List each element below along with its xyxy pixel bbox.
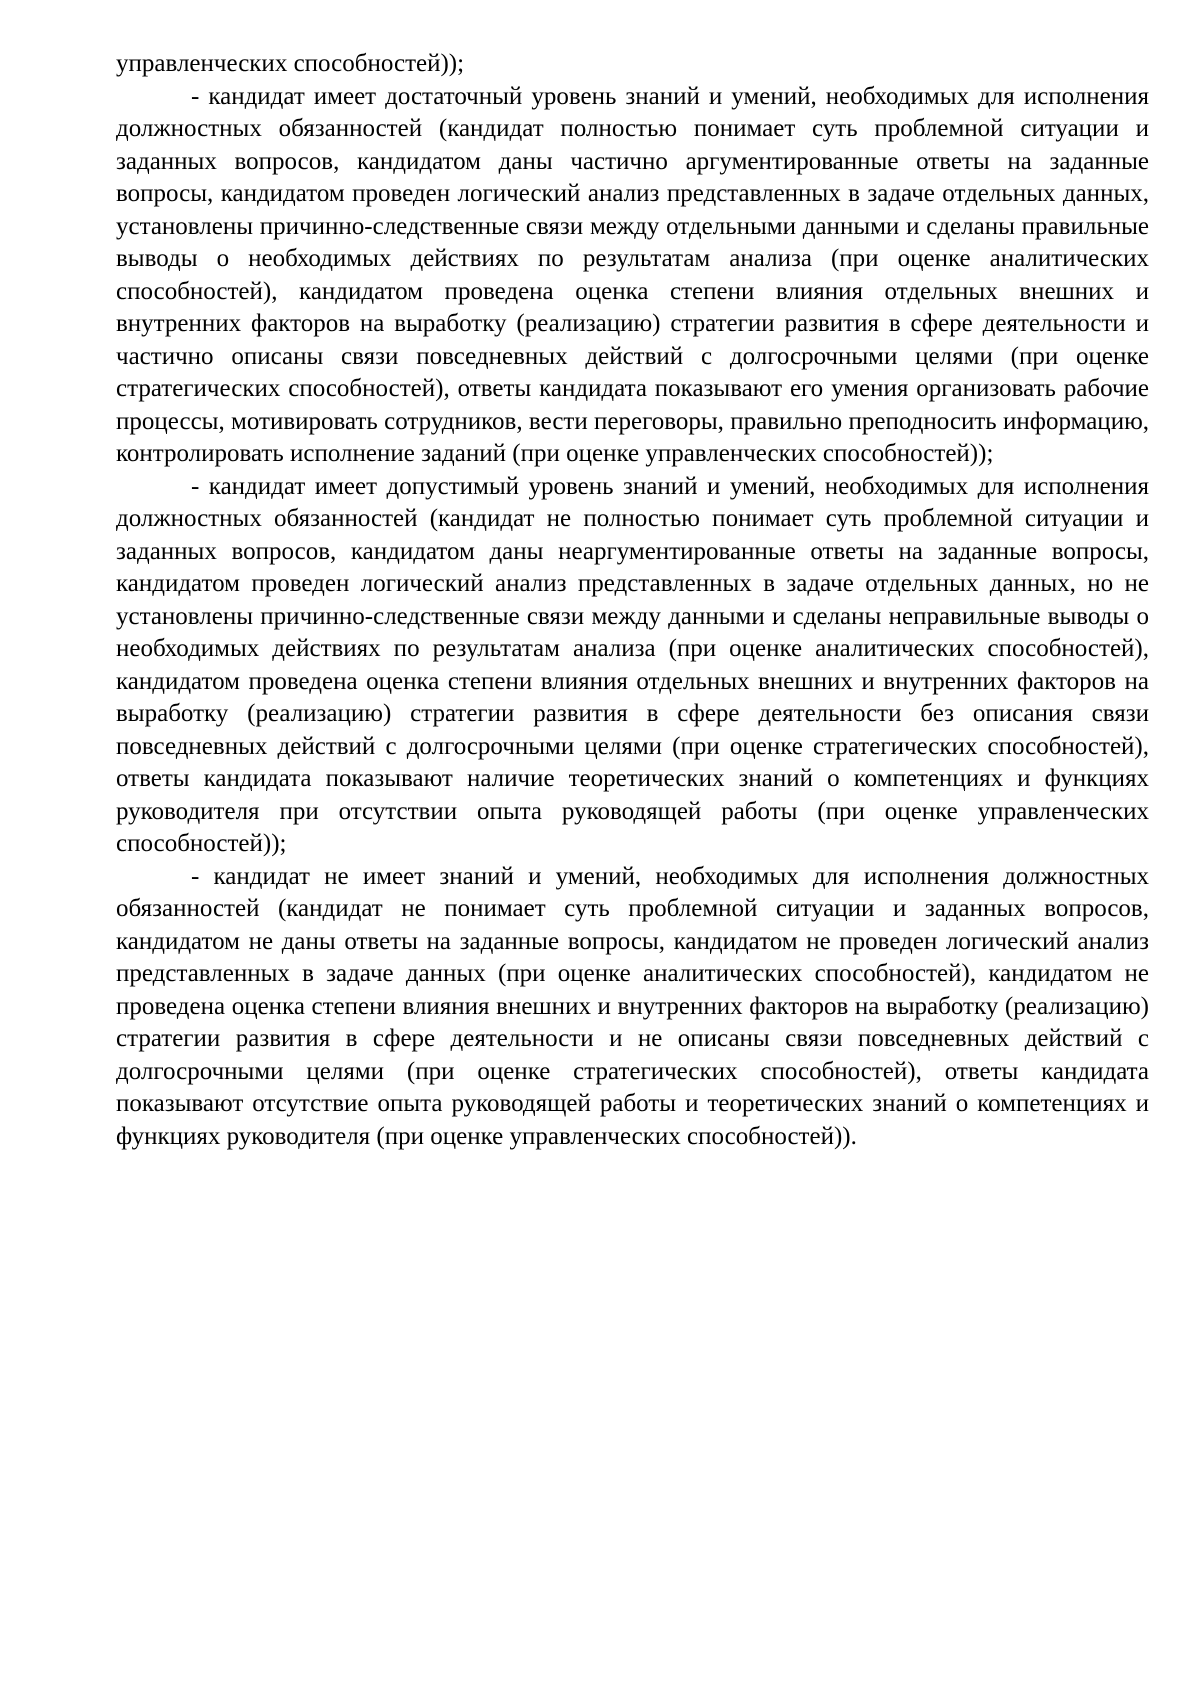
- document-body: [116, 48, 1149, 1153]
- criterion-acceptable-level: - кандидат имеет допустимый уровень знаний и умений, необходимых для исполнения должностных обязанностей (кандидат не полностью понимает суть проблемной ситуации и заданных вопросов, кандидатом даны неаргументированные ответы на заданные вопросы, кандидатом проведен логический анализ представленных в задаче отдельных данных, но не установлены причинно-следственные связи между данными и сделаны неправильные выводы о необходимых действиях по результатам анализа (при оценке аналитических способностей), кандидатом проведена оценка степени влияния отдельных внешних и внутренних факторов на выработку (реализацию) стратегии развития в сфере деятельности без описания связи повседневных действий с долгосрочными целями (при оценке стратегических способностей), ответы кандидата показывают наличие теоретических знаний о компетенциях и функциях руководителя при отсутствии опыта руководящей работы (при оценке управленческих способностей));: [116, 472, 1149, 857]
- continued-paragraph-tail: управленческих способностей));: [116, 50, 465, 77]
- criterion-no-knowledge: - кандидат не имеет знаний и умений, необходимых для исполнения должностных обязанностей (кандидат не понимает суть проблемной ситуации и заданных вопросов, кандидатом не даны ответы на заданные вопросы, кандидатом не проведен логический анализ представленных в задаче данных (при оценке аналитических способностей), кандидатом не проведена оценка степени влияния внешних и внутренних факторов на выработку (реализацию) стратегии развития в сфере деятельности и не описаны связи повседневных действий с долгосрочными целями (при оценке стратегических способностей), ответы кандидата показывают отсутствие опыта руководящей работы и теоретических знаний о компетенциях и функциях руководителя (при оценке управленческих способностей)).: [116, 862, 1149, 1150]
- criterion-sufficient-level: - кандидат имеет достаточный уровень знаний и умений, необходимых для исполнения должностных обязанностей (кандидат полностью понимает суть проблемной ситуации и заданных вопросов, кандидатом даны частично аргументированные ответы на заданные вопросы, кандидатом проведен логический анализ представленных в задаче отдельных данных, установлены причинно-следственные связи между отдельными данными и сделаны правильные выводы о необходимых действиях по результатам анализа (при оценке аналитических способностей), кандидатом проведена оценка степени влияния отдельных внешних и внутренних факторов на выработку (реализацию) стратегии развития в сфере деятельности и частично описаны связи повседневных действий с долгосрочными целями (при оценке стратегических способностей), ответы кандидата показывают его умения организовать рабочие процессы, мотивировать сотрудников, вести переговоры, правильно преподносить информацию, контролировать исполнение заданий (при оценке управленческих способностей));: [116, 82, 1149, 467]
